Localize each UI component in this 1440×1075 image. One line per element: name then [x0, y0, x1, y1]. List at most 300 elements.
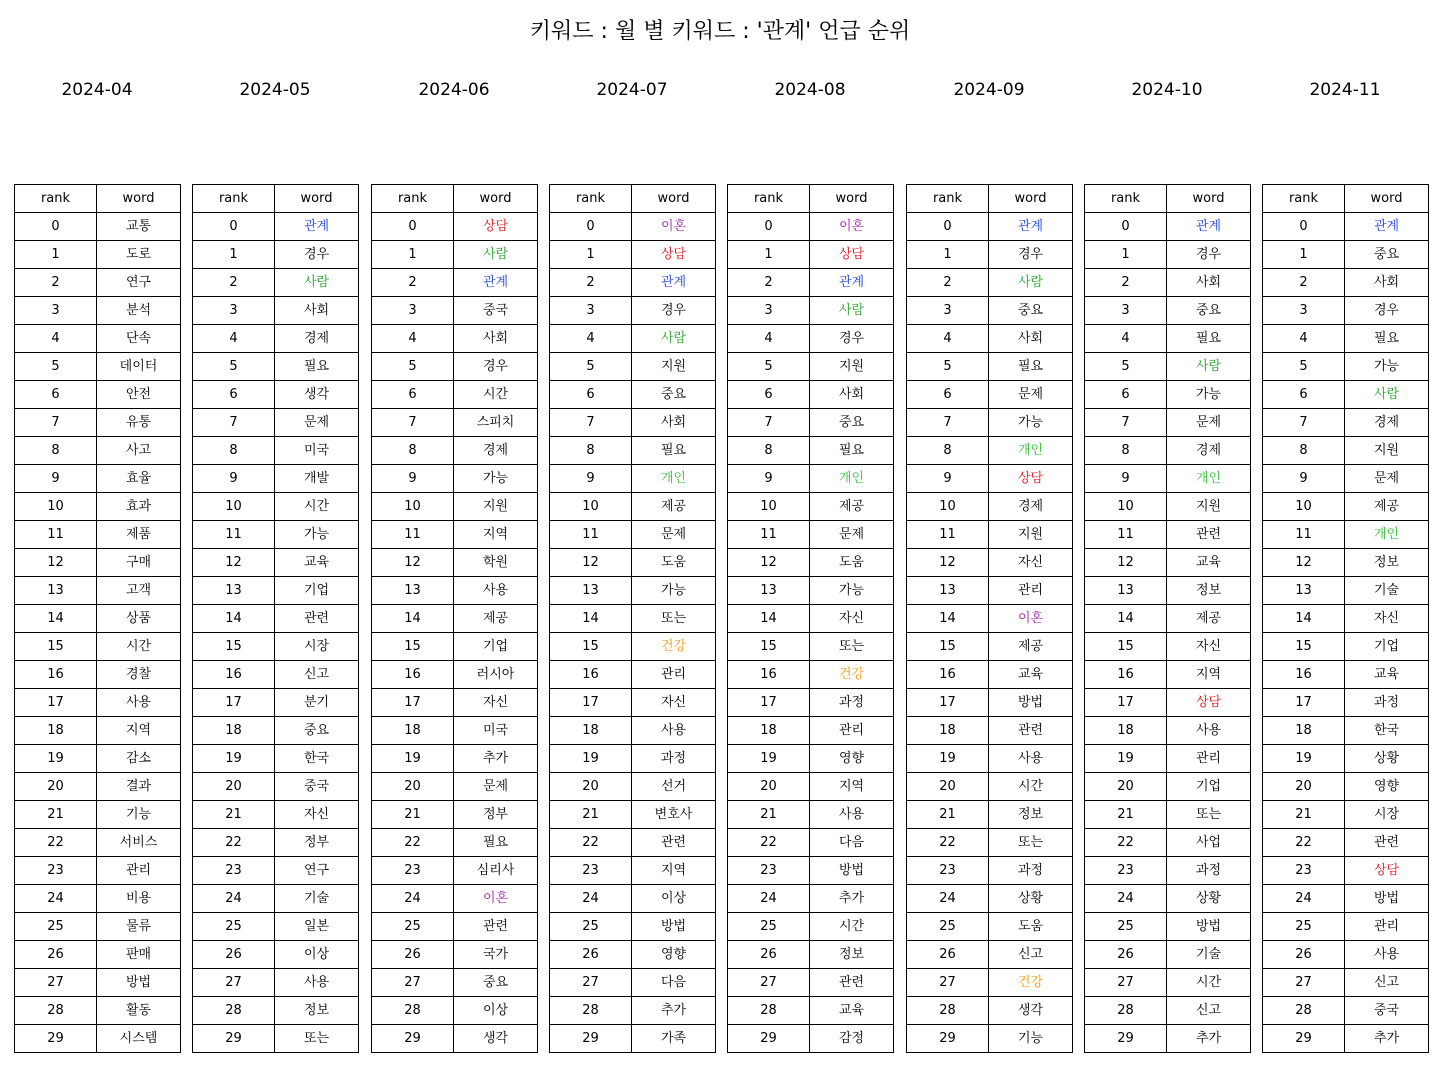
rank-cell: 4 — [372, 325, 454, 353]
table-row — [372, 913, 538, 941]
table-row — [550, 269, 716, 297]
table-header-row — [728, 185, 894, 213]
rank-cell: 14 — [550, 605, 632, 633]
rank-cell: 2 — [1263, 269, 1345, 297]
rank-cell: 17 — [907, 689, 989, 717]
rank-cell: 29 — [550, 1025, 632, 1053]
word-cell: 경제 — [989, 493, 1073, 521]
word-cell: 지원 — [454, 493, 538, 521]
table-row — [550, 297, 716, 325]
rank-cell: 1 — [15, 241, 97, 269]
rank-cell: 21 — [372, 801, 454, 829]
word-cell: 사람 — [1345, 381, 1429, 409]
table-row — [1263, 325, 1429, 353]
table-row — [907, 1025, 1073, 1053]
rank-cell: 28 — [372, 997, 454, 1025]
word-cell: 유통 — [97, 409, 181, 437]
table-row — [193, 773, 359, 801]
rank-cell: 9 — [907, 465, 989, 493]
word-cell: 분기 — [275, 689, 359, 717]
rank-cell: 27 — [907, 969, 989, 997]
word-cell: 상담 — [632, 241, 716, 269]
word-cell: 경제 — [454, 437, 538, 465]
word-cell: 사고 — [97, 437, 181, 465]
word-cell: 자신 — [989, 549, 1073, 577]
word-cell: 가족 — [632, 1025, 716, 1053]
table-row — [15, 913, 181, 941]
rank-cell: 28 — [907, 997, 989, 1025]
table-row — [1263, 801, 1429, 829]
word-cell: 가능 — [989, 409, 1073, 437]
table-row — [907, 297, 1073, 325]
table-row — [1085, 745, 1251, 773]
table-row — [907, 829, 1073, 857]
word-cell: 도움 — [810, 549, 894, 577]
rank-cell: 20 — [372, 773, 454, 801]
rank-cell: 15 — [15, 633, 97, 661]
table-row — [15, 409, 181, 437]
rank-cell: 18 — [372, 717, 454, 745]
word-cell: 개인 — [1345, 521, 1429, 549]
table-row — [1085, 213, 1251, 241]
word-cell: 중요 — [632, 381, 716, 409]
table-row — [372, 689, 538, 717]
rank-cell: 25 — [1263, 913, 1345, 941]
table-row — [907, 773, 1073, 801]
word-cell: 사용 — [1345, 941, 1429, 969]
word-cell: 관련 — [1167, 521, 1251, 549]
rank-cell: 29 — [907, 1025, 989, 1053]
rank-cell: 10 — [1263, 493, 1345, 521]
word-cell: 사용 — [454, 577, 538, 605]
rank-cell: 7 — [907, 409, 989, 437]
rank-table — [371, 184, 538, 1053]
word-cell: 고객 — [97, 577, 181, 605]
word-cell: 이혼 — [810, 213, 894, 241]
table-row — [550, 913, 716, 941]
table-row — [193, 829, 359, 857]
table-row — [193, 521, 359, 549]
table-row — [372, 605, 538, 633]
word-cell: 관계 — [989, 213, 1073, 241]
word-cell: 관계 — [1167, 213, 1251, 241]
table-row — [1263, 857, 1429, 885]
table-row — [1263, 521, 1429, 549]
table-row — [193, 493, 359, 521]
rank-cell: 3 — [372, 297, 454, 325]
table-row — [1085, 241, 1251, 269]
table-row — [1263, 297, 1429, 325]
word-cell: 미국 — [454, 717, 538, 745]
table-row — [1085, 661, 1251, 689]
table-row — [728, 969, 894, 997]
rank-cell: 13 — [907, 577, 989, 605]
rank-cell: 25 — [372, 913, 454, 941]
rank-cell: 17 — [1263, 689, 1345, 717]
rank-cell: 7 — [550, 409, 632, 437]
word-cell: 추가 — [1167, 1025, 1251, 1053]
rank-cell: 12 — [1263, 549, 1345, 577]
rank-cell: 7 — [1263, 409, 1345, 437]
word-cell: 분석 — [97, 297, 181, 325]
rank-cell: 4 — [15, 325, 97, 353]
rank-cell: 28 — [193, 997, 275, 1025]
table-row — [728, 941, 894, 969]
rank-cell: 26 — [1263, 941, 1345, 969]
word-cell: 신고 — [275, 661, 359, 689]
word-cell: 기업 — [1167, 773, 1251, 801]
table-row — [1085, 325, 1251, 353]
table-row — [907, 941, 1073, 969]
word-cell: 중요 — [454, 969, 538, 997]
rank-cell: 20 — [1263, 773, 1345, 801]
rank-cell: 17 — [193, 689, 275, 717]
rank-cell: 9 — [1263, 465, 1345, 493]
column-header-word: word — [275, 185, 359, 213]
rank-cell: 22 — [1263, 829, 1345, 857]
column-header-word: word — [632, 185, 716, 213]
table-row — [728, 213, 894, 241]
rank-cell: 6 — [907, 381, 989, 409]
rank-cell: 11 — [907, 521, 989, 549]
rank-cell: 26 — [372, 941, 454, 969]
table-row — [15, 801, 181, 829]
word-cell: 교육 — [810, 997, 894, 1025]
table-row — [15, 269, 181, 297]
table-row — [15, 213, 181, 241]
word-cell: 지원 — [989, 521, 1073, 549]
word-cell: 단속 — [97, 325, 181, 353]
table-row — [1263, 941, 1429, 969]
rank-cell: 26 — [193, 941, 275, 969]
word-cell: 상황 — [1345, 745, 1429, 773]
table-row — [193, 857, 359, 885]
word-cell: 또는 — [810, 633, 894, 661]
rank-cell: 9 — [15, 465, 97, 493]
word-cell: 과정 — [1345, 689, 1429, 717]
rank-cell: 5 — [15, 353, 97, 381]
word-cell: 관리 — [1167, 745, 1251, 773]
rank-cell: 11 — [193, 521, 275, 549]
rank-cell: 17 — [550, 689, 632, 717]
word-cell: 필요 — [1167, 325, 1251, 353]
word-cell: 사회 — [1345, 269, 1429, 297]
rank-cell: 22 — [193, 829, 275, 857]
word-cell: 방법 — [632, 913, 716, 941]
word-cell: 경우 — [632, 297, 716, 325]
table-row — [1263, 885, 1429, 913]
table-row — [193, 941, 359, 969]
rank-cell: 25 — [193, 913, 275, 941]
table-header-row — [193, 185, 359, 213]
word-cell: 문제 — [275, 409, 359, 437]
column-header-word: word — [454, 185, 538, 213]
table-row — [1085, 353, 1251, 381]
table-row — [15, 773, 181, 801]
word-cell: 제품 — [97, 521, 181, 549]
rank-cell: 4 — [1263, 325, 1345, 353]
table-row — [907, 661, 1073, 689]
table-row — [1085, 577, 1251, 605]
table-row — [1085, 465, 1251, 493]
word-cell: 한국 — [1345, 717, 1429, 745]
rank-cell: 15 — [193, 633, 275, 661]
word-cell: 관리 — [1345, 913, 1429, 941]
rank-cell: 1 — [1085, 241, 1167, 269]
word-cell: 지역 — [810, 773, 894, 801]
word-cell: 사람 — [275, 269, 359, 297]
word-cell: 사회 — [810, 381, 894, 409]
column-header-word: word — [810, 185, 894, 213]
table-row — [193, 465, 359, 493]
rank-cell: 13 — [550, 577, 632, 605]
rank-table — [1262, 184, 1429, 1053]
table-row — [193, 745, 359, 773]
word-cell: 자신 — [454, 689, 538, 717]
table-row — [372, 857, 538, 885]
month-label: 2024-07 — [596, 80, 668, 100]
word-cell: 관련 — [1345, 829, 1429, 857]
table-row — [1263, 381, 1429, 409]
table-row — [15, 297, 181, 325]
table-row — [372, 969, 538, 997]
rank-table — [1084, 184, 1251, 1053]
word-cell: 추가 — [632, 997, 716, 1025]
table-row — [1263, 269, 1429, 297]
table-row — [550, 745, 716, 773]
table-row — [550, 465, 716, 493]
word-cell: 방법 — [1345, 885, 1429, 913]
word-cell: 상담 — [989, 465, 1073, 493]
chart-title: 키워드 : 월 별 키워드 : '관계' 언급 순위 — [529, 19, 911, 44]
rank-cell: 2 — [193, 269, 275, 297]
word-cell: 효율 — [97, 465, 181, 493]
rank-cell: 0 — [1085, 213, 1167, 241]
word-cell: 과정 — [810, 689, 894, 717]
table-header-row — [372, 185, 538, 213]
rank-cell: 5 — [728, 353, 810, 381]
word-cell: 한국 — [275, 745, 359, 773]
word-cell: 관계 — [454, 269, 538, 297]
word-cell: 중국 — [1345, 997, 1429, 1025]
rank-cell: 13 — [1085, 577, 1167, 605]
rank-cell: 0 — [372, 213, 454, 241]
rank-cell: 18 — [728, 717, 810, 745]
rank-cell: 9 — [193, 465, 275, 493]
word-cell: 관련 — [275, 605, 359, 633]
word-cell: 중요 — [989, 297, 1073, 325]
word-cell: 기업 — [1345, 633, 1429, 661]
word-cell: 관계 — [275, 213, 359, 241]
rank-cell: 6 — [15, 381, 97, 409]
table-row — [550, 353, 716, 381]
word-cell: 연구 — [275, 857, 359, 885]
rank-cell: 21 — [15, 801, 97, 829]
word-cell: 감정 — [810, 1025, 894, 1053]
rank-cell: 2 — [15, 269, 97, 297]
table-row — [907, 493, 1073, 521]
rank-cell: 1 — [1263, 241, 1345, 269]
word-cell: 러시아 — [454, 661, 538, 689]
word-cell: 연구 — [97, 269, 181, 297]
rank-cell: 6 — [193, 381, 275, 409]
word-cell: 가능 — [1345, 353, 1429, 381]
rank-cell: 5 — [907, 353, 989, 381]
rank-cell: 11 — [372, 521, 454, 549]
word-cell: 사회 — [1167, 269, 1251, 297]
rank-cell: 8 — [193, 437, 275, 465]
column-header-word: word — [1167, 185, 1251, 213]
table-row — [907, 409, 1073, 437]
rank-cell: 21 — [907, 801, 989, 829]
table-row — [550, 661, 716, 689]
rank-cell: 21 — [550, 801, 632, 829]
table-row — [1085, 801, 1251, 829]
table-row — [1263, 773, 1429, 801]
rank-cell: 14 — [907, 605, 989, 633]
rank-cell: 20 — [550, 773, 632, 801]
rank-cell: 25 — [907, 913, 989, 941]
rank-cell: 1 — [372, 241, 454, 269]
table-row — [372, 549, 538, 577]
word-cell: 지원 — [1167, 493, 1251, 521]
rank-cell: 9 — [728, 465, 810, 493]
word-cell: 상품 — [97, 605, 181, 633]
rank-cell: 0 — [1263, 213, 1345, 241]
rank-cell: 6 — [728, 381, 810, 409]
table-row — [550, 549, 716, 577]
word-cell: 신고 — [1345, 969, 1429, 997]
table-row — [1263, 437, 1429, 465]
rank-cell: 12 — [550, 549, 632, 577]
rank-cell: 12 — [193, 549, 275, 577]
word-cell: 자신 — [1345, 605, 1429, 633]
table-row — [1085, 269, 1251, 297]
rank-cell: 7 — [372, 409, 454, 437]
table-row — [15, 381, 181, 409]
word-cell: 기술 — [1345, 577, 1429, 605]
table-row — [372, 997, 538, 1025]
rank-cell: 5 — [1085, 353, 1167, 381]
word-cell: 사회 — [632, 409, 716, 437]
rank-cell: 3 — [728, 297, 810, 325]
word-cell: 경제 — [1167, 437, 1251, 465]
word-cell: 가능 — [810, 577, 894, 605]
column-header-rank: rank — [15, 185, 97, 213]
table-row — [728, 465, 894, 493]
table-row — [15, 493, 181, 521]
word-cell: 시간 — [275, 493, 359, 521]
table-row — [372, 325, 538, 353]
table-row — [372, 1025, 538, 1053]
table-row — [193, 801, 359, 829]
table-row — [728, 437, 894, 465]
word-cell: 시장 — [275, 633, 359, 661]
rank-cell: 2 — [372, 269, 454, 297]
rank-cell: 26 — [15, 941, 97, 969]
rank-cell: 5 — [193, 353, 275, 381]
rank-cell: 0 — [193, 213, 275, 241]
rank-cell: 23 — [15, 857, 97, 885]
rank-cell: 13 — [728, 577, 810, 605]
word-cell: 시간 — [454, 381, 538, 409]
rank-cell: 11 — [550, 521, 632, 549]
rank-cell: 10 — [1085, 493, 1167, 521]
table-row — [1263, 745, 1429, 773]
table-row — [372, 773, 538, 801]
table-row — [372, 381, 538, 409]
word-cell: 결과 — [97, 773, 181, 801]
word-cell: 사용 — [97, 689, 181, 717]
rank-cell: 24 — [1085, 885, 1167, 913]
word-cell: 교통 — [97, 213, 181, 241]
word-cell: 또는 — [275, 1025, 359, 1053]
table-row — [550, 241, 716, 269]
word-cell: 제공 — [1167, 605, 1251, 633]
table-row — [372, 465, 538, 493]
rank-cell: 16 — [372, 661, 454, 689]
table-row — [907, 269, 1073, 297]
table-row — [1085, 997, 1251, 1025]
rank-cell: 1 — [907, 241, 989, 269]
rank-cell: 28 — [1085, 997, 1167, 1025]
word-cell: 경제 — [275, 325, 359, 353]
rank-table — [14, 184, 181, 1053]
rank-cell: 13 — [1263, 577, 1345, 605]
rank-cell: 27 — [15, 969, 97, 997]
rank-cell: 20 — [907, 773, 989, 801]
word-cell: 또는 — [632, 605, 716, 633]
word-cell: 관련 — [810, 969, 894, 997]
rank-cell: 24 — [550, 885, 632, 913]
word-cell: 신고 — [1167, 997, 1251, 1025]
word-cell: 시간 — [810, 913, 894, 941]
word-cell: 중요 — [1167, 297, 1251, 325]
rank-cell: 8 — [907, 437, 989, 465]
month-label: 2024-10 — [1131, 80, 1203, 100]
table-row — [15, 465, 181, 493]
rank-cell: 13 — [15, 577, 97, 605]
rank-cell: 24 — [193, 885, 275, 913]
word-cell: 경우 — [454, 353, 538, 381]
word-cell: 개인 — [989, 437, 1073, 465]
table-row — [372, 829, 538, 857]
word-cell: 경우 — [275, 241, 359, 269]
word-cell: 사용 — [1167, 717, 1251, 745]
word-cell: 필요 — [454, 829, 538, 857]
table-row — [907, 521, 1073, 549]
rank-cell: 16 — [15, 661, 97, 689]
word-cell: 기능 — [989, 1025, 1073, 1053]
table-row — [1085, 381, 1251, 409]
table-row — [15, 1025, 181, 1053]
table-row — [1263, 661, 1429, 689]
word-cell: 시간 — [97, 633, 181, 661]
rank-cell: 8 — [728, 437, 810, 465]
rank-cell: 7 — [1085, 409, 1167, 437]
rank-cell: 16 — [728, 661, 810, 689]
word-cell: 감소 — [97, 745, 181, 773]
word-cell: 경우 — [1345, 297, 1429, 325]
rank-cell: 7 — [728, 409, 810, 437]
word-cell: 필요 — [1345, 325, 1429, 353]
rank-cell: 7 — [193, 409, 275, 437]
word-cell: 필요 — [275, 353, 359, 381]
word-cell: 정보 — [1345, 549, 1429, 577]
word-cell: 관련 — [632, 829, 716, 857]
rank-cell: 14 — [372, 605, 454, 633]
word-cell: 이혼 — [989, 605, 1073, 633]
